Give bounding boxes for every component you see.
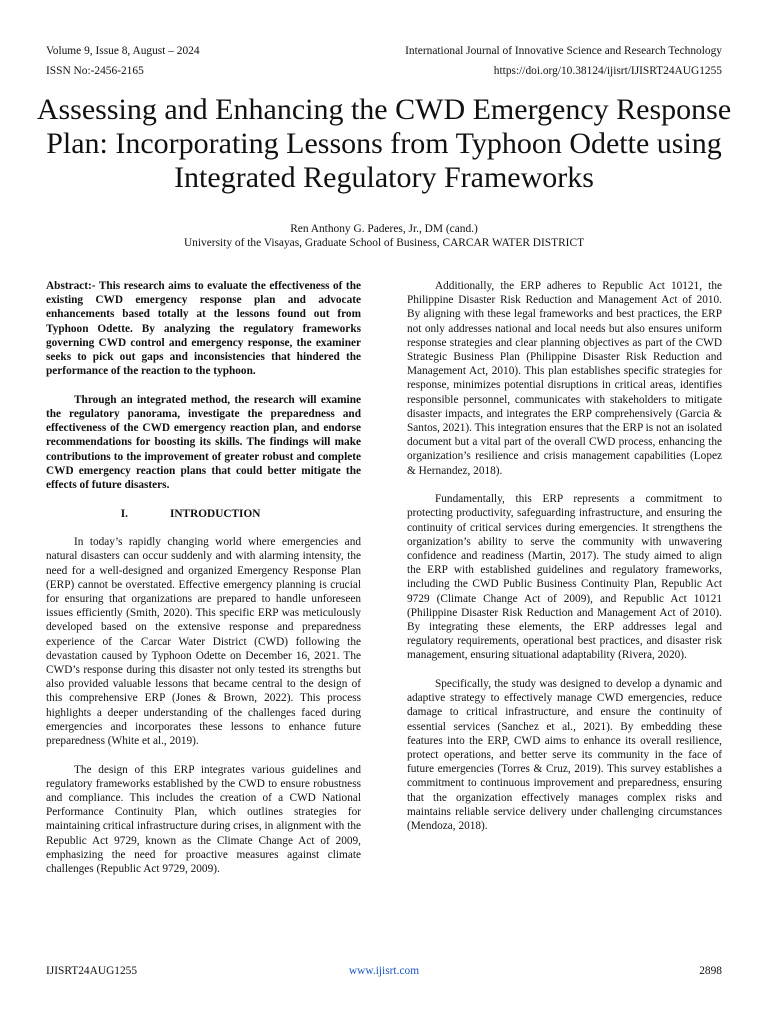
author-affiliation: University of the Visayas, Graduate School of Business, CARCAR WATER DISTRICT (183, 237, 585, 249)
body-paragraph: Additionally, the ERP adheres to Republic Act 10121, the Philippine Disaster Risk Reduction and Management Act of 2010. By aligning with these legal frameworks and best practices, the ERP not only addresses national and local needs but also ensures uniform response strategies and clear planning objectives as part of the CWD Strategic Business Plan (Philippine Disaster Risk Reduction and Management Act, 2010). This plan establishes specific strategies for response, minimizes potential disruptions in critical areas, identifies responsible personnel, communicates with stakeholders to mitigate disaster impacts, and integrates the ERP comprehensively (Garcia & Santos, 2021). This integration ensures that the ERP is not an isolated document but a vital part of the overall CWD process, enhancing the organization’s resilience and crisis management capabilities (Lopez & Hernandez, 2018). (407, 280, 722, 477)
doi-link[interactable]: https://doi.org/10.38124/ijisrt/IJISRT24AUG1255 (493, 65, 722, 77)
left-column (46, 279, 361, 876)
journal-name: International Journal of Innovative Science and Research Technology (405, 45, 722, 57)
footer-paper-id: IJISRT24AUG1255 (46, 965, 138, 977)
abstract-paragraph: Through an integrated method, the research will examine the regulatory panorama, investigate the preparedness and effectiveness of the CWD emergency reaction plan, and endorse recommendations for boosting its skills. The findings will make contributions to the improvement of greater robust and complete CWD emergency reaction plans that could better mitigate the effects of future disasters. (46, 393, 361, 492)
issn: ISSN No:-2456-2165 (46, 65, 144, 77)
section-heading (46, 507, 361, 521)
section-title: INTRODUCTION (170, 507, 261, 520)
body-paragraph: The design of this ERP integrates various guidelines and regulatory frameworks established by the CWD to ensure robustness and compliance. This includes the creation of a CWD National Performance Continuity Plan, which outlines strategies for maintaining critical infrastructure during crises, in alignment with the Republic Act 9729, known as the Climate Change Act of 2009, emphasizing the need for proactive measures against climate challenges (Republic Act 9729, 2009). (46, 763, 361, 876)
section-number: I. (120, 507, 128, 520)
right-column (407, 279, 722, 833)
abstract-paragraph: Abstract:- This research aims to evaluate the effectiveness of the existing CWD emergency response plan and advocate enhancements based totally at the lessons found out from Typhoon Odette. By analyzing the regulatory frameworks governing CWD control and emergency response, the examiner seeks to pick out gaps and inconsistencies that hindered the performance of the reaction to the typhoon. (46, 280, 361, 378)
paper-title: Assessing and Enhancing the CWD Emergency Response Plan: Incorporating Lessons from Typhoon Odette using Integrated Regulatory Frameworks (36, 93, 732, 194)
footer-website-link[interactable]: www.ijisrt.com (348, 965, 420, 977)
volume-info: Volume 9, Issue 8, August – 2024 (46, 45, 200, 57)
page-number: 2898 (699, 965, 722, 977)
body-paragraph: Specifically, the study was designed to develop a dynamic and adaptive strategy to effectively manage CWD emergencies, reduce damage to critical infrastructure, and ensure the continuity of essential services (Sanchez et al., 2021). By embedding these features into the ERP, CWD aims to enhance its overall resilience, protect operations, and better serve its community in the face of future emergencies (Torres & Cruz, 2019). This survey establishes a commitment to continuous improvement and preparedness, ensuring that the organization effectively manages complex risks and maintains reliable service delivery under challenging circumstances (Mendoza, 2018). (407, 678, 722, 833)
body-paragraph: In today’s rapidly changing world where emergencies and natural disasters can occur suddenly and with alarming intensity, the need for a well-designed and organized Emergency Response Plan (ERP) cannot be overstated. Effective emergency planning is crucial for ensuring that organizations are prepared to handle unforeseen issues efficiently (Smith, 2020). This specific ERP was meticulously developed based on the extensive response and preparedness experience of the Carcar Water District (CWD) following the devastation caused by Typhoon Odette on December 16, 2021. The CWD’s response during this disaster not only tested its strengths but also provided valuable lessons that became central to the design of this comprehensive ERP (Jones & Brown, 2022). This process highlights a deeper understanding of the challenges faced during emergencies and incorporates these lessons to enhance future preparedness (White et al., 2019). (46, 536, 361, 748)
author-name: Ren Anthony G. Paderes, Jr., DM (cand.) (290, 223, 478, 235)
body-paragraph: Fundamentally, this ERP represents a commitment to protecting productivity, safeguarding infrastructure, and ensuring the continuity of critical services during emergencies. It strengthens the organization’s ability to serve the community with unwavering confidence and readiness (Martin, 2017). The study aimed to align the ERP with established guidelines and regulatory frameworks, including the CWD Public Business Continuity Plan, Republic Act 9729 (Climate Change Act of 2009), and Republic Act 10121 (Philippine Disaster Risk Reduction and Management Act of 2010). By integrating these elements, the ERP addresses legal and regulatory requirements, operational best practices, and disaster risk management, ensuring situational adaptability (Rivera, 2020). (407, 493, 722, 662)
